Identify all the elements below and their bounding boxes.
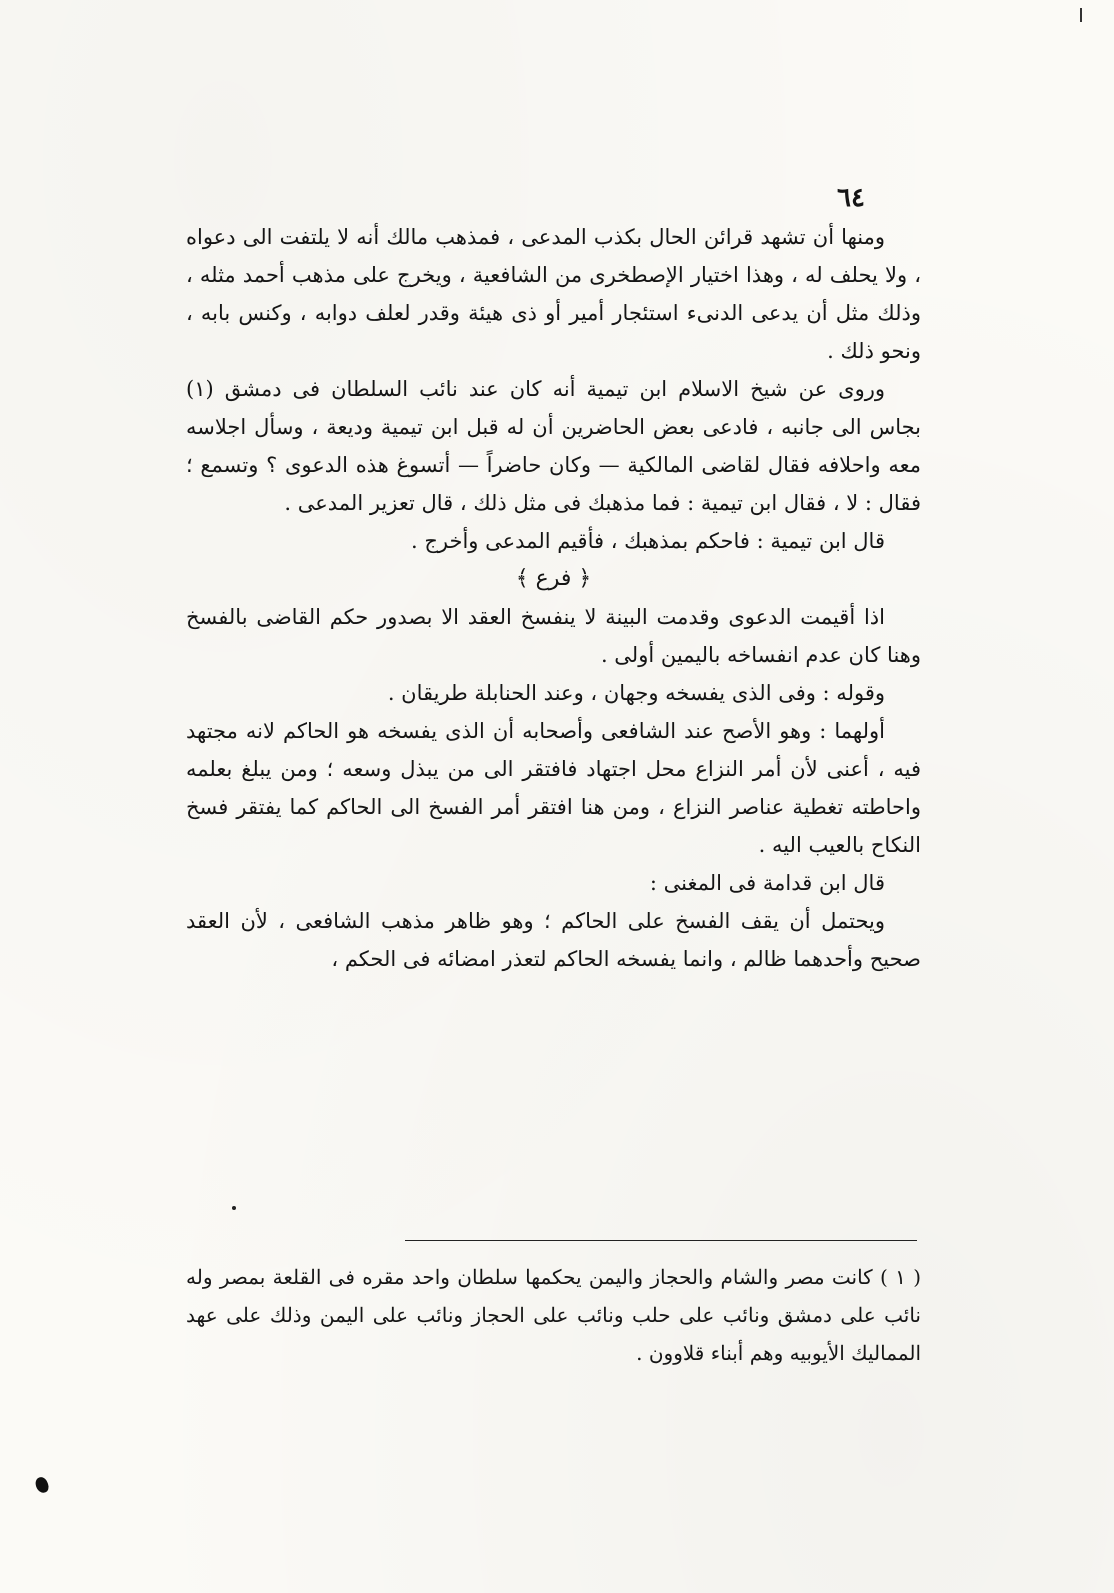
- paragraph-ibn-taymiyya-ruling: قال ابن تيمية : فاحكم بمذهبك ، فأقيم المدعى وأخرج .: [411, 529, 885, 553]
- margin-ink-blot: [34, 1475, 51, 1494]
- paragraph-first-view: أولهما : وهو الأصح عند الشافعى وأصحابه أن الذى يفسخه هو الحاكم لانه مجتهد فيه ، أعنى لأن أمر النزاع محل اجتهاد فافتقر الى من يبذل وسعه ؛ ومن يبلغ بعلمه واحاطته تغطية عناصر النزاع ، ومن هنا افتقر أمر الفسخ الى الحاكم كما يفتقر فسخ النكاح بالعيب اليه .: [186, 719, 921, 857]
- footnote-separator: [405, 1240, 917, 1241]
- paragraph-claim-evidence: ومنها أن تشهد قرائن الحال بكذب المدعى ، فمذهب مالك أنه لا يلتفت الى دعواه ، ولا يحلف له ، وهذا اختيار الإصطخرى من الشافعية ، ويخرج على مذهب أحمد مثله ، وذلك مثل أن يدعى الدنىء استئجار أمير أو ذى هيئة وقدر لعلف دوابه ، وكنس بابه ، ونحو ذلك .: [186, 225, 921, 363]
- footnote-1: ( ١ ) كانت مصر والشام والحجاز واليمن يحكمها سلطان واحد مقره فى القلعة بمصر وله نائب على دمشق ونائب على حلب ونائب على الحجاز ونائب على اليمن وذلك على عهد المماليك الأيوبيه وهم أبناء قلاوون .: [186, 1265, 921, 1365]
- paragraph-two-views: وقوله : وفى الذى يفسخه وجهان ، وعند الحنابلة طريقان .: [387, 681, 885, 705]
- paragraph-ibn-qudama: قال ابن قدامة فى المغنى :: [649, 871, 885, 895]
- scan-corner-mark: [1080, 8, 1082, 22]
- paragraph-mughni-quote: ويحتمل أن يقف الفسخ على الحاكم ؛ وهو ظاهر مذهب الشافعى ، لأن العقد صحيح وأحدهما ظالم ، وانما يفسخه الحاكم لتعذر امضائه فى الحكم ،: [186, 909, 921, 971]
- main-text: [186, 218, 921, 978]
- paragraph-contract-dissolution: اذا أقيمت الدعوى وقدمت البينة لا ينفسخ العقد الا بصدور حكم القاضى بالفسخ وهنا كان عدم انفساخه باليمين أولى .: [186, 605, 921, 667]
- stray-ink-dot: [232, 1206, 236, 1210]
- page-number: ٦٤: [837, 183, 865, 213]
- paragraph-ibn-taymiyya-story: وروى عن شيخ الاسلام ابن تيمية أنه كان عند نائب السلطان فى دمشق (١) بجاس الى جانبه ، فادعى بعض الحاضرين أن له قبل ابن تيمية وديعة ، وسأل اجلاسه معه واحلافه فقال لقاضى المالكية — وكان حاضراً — أتسوغ هذه الدعوى ؟ وتسمع ؛ فقال : لا ، فقال ابن تيمية : فما مذهبك فى مثل ذلك ، قال تعزير المدعى .: [186, 377, 921, 515]
- section-heading-far: ﴿ فرع ﴾: [515, 566, 592, 591]
- footnotes: [186, 1258, 921, 1372]
